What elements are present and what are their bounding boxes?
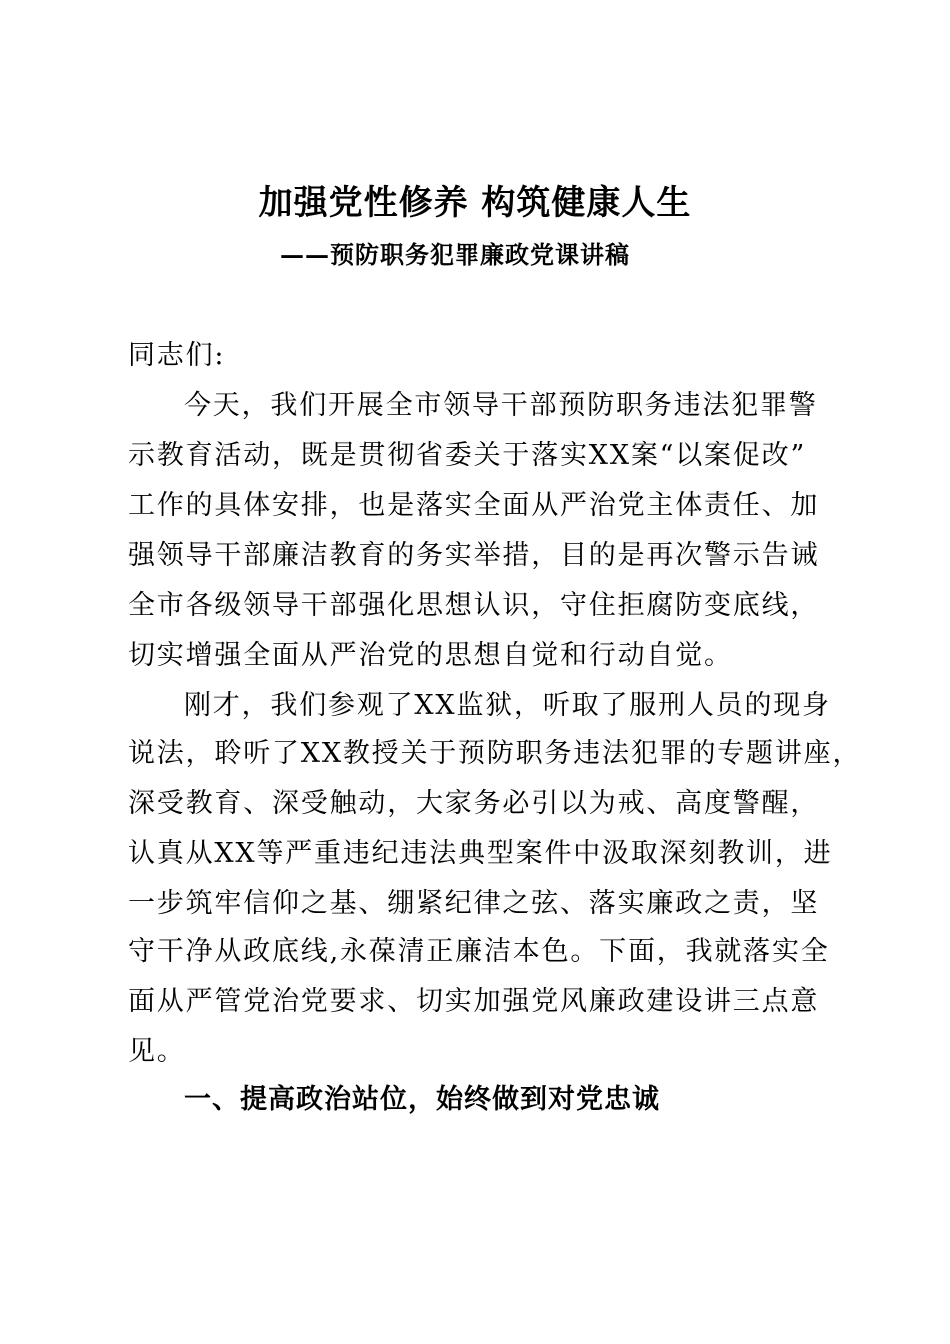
paragraph-1-line: 全市各级领导干部强化思想认识，守住拒腐防变底线， <box>128 590 820 621</box>
paragraph-2-line: 面从严管党治党要求、切实加强党风廉政建设讲三点意 <box>128 986 820 1017</box>
paragraph-1-line: 今天，我们开展全市领导干部预防职务违法犯罪警 <box>184 390 818 421</box>
paragraph-1-line: 示教育活动，既是贯彻省委关于落实XX案“以案促改” <box>128 440 807 471</box>
paragraph-1-line: 工作的具体安排，也是落实全面从严治党主体责任、加 <box>128 490 820 521</box>
paragraph-2-line: 见。 <box>128 1036 186 1067</box>
section-heading-1: 一、提高政治站位，始终做到对党忠诚 <box>184 1084 660 1115</box>
document-subtitle: ——预防职务犯罪廉政党课讲稿 <box>280 240 630 269</box>
paragraph-1-line: 切实增强全面从严治党的思想自觉和行动自觉。 <box>128 640 733 671</box>
paragraph-1-line: 强领导干部廉洁教育的务实举措，目的是再次警示告诫 <box>128 540 820 571</box>
paragraph-2-line: 深受教育、深受触动，大家务必引以为戒、高度警醒， <box>128 788 820 819</box>
paragraph-2-line: 刚才，我们参观了XX监狱，听取了服刑人员的现身 <box>184 690 831 721</box>
paragraph-2-line: 说法，聆听了XX教授关于预防职务违法犯罪的专题讲座， <box>128 738 862 769</box>
paragraph-2-line: 守干净从政底线,永葆清正廉洁本色。下面，我就落实全 <box>128 936 830 967</box>
salutation: 同志们: <box>128 340 226 371</box>
paragraph-2-line: 认真从XX等严重违纪违法典型案件中汲取深刻教训，进 <box>128 838 833 869</box>
paragraph-2-line: 一步筑牢信仰之基、绷紧纪律之弦、落实廉政之责，坚 <box>128 888 820 919</box>
document-title: 加强党性修养 构筑健康人生 <box>258 183 692 223</box>
